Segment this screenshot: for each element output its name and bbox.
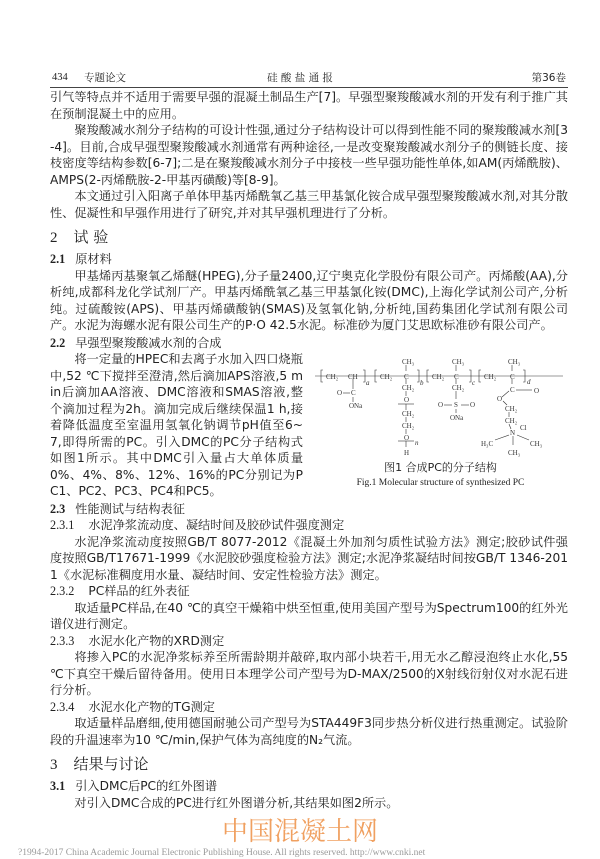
subsection-number: 2.3.3 (50, 633, 75, 648)
atom-label: CH₂ (402, 410, 415, 418)
text-line: 混凝土中的应用。 (86, 106, 185, 121)
atom-label: C (351, 389, 356, 397)
text-line: 取适量PC样品,在40 ℃的真空干燥箱中烘至恒重,使用美国产型号为Spectrum100的红外光谱仪进行 (50, 600, 568, 631)
text-line: 水泥净浆流动度按照GB/T 8077-2012《混凝土外加剂匀质性试验方法》测定;胶砂试件强度按照GB/T (50, 534, 568, 565)
text-line: 甲基烯丙基聚氧乙烯醚(HPEG),分子量2400,辽宁奥克化学股份有限公司产。丙烯酸(AA),分析纯, (50, 268, 568, 299)
atom-label: CH₂ (505, 417, 518, 425)
repeat-index-n: n (415, 439, 419, 447)
subsection-title: 引入DMC后PC的红外图谱 (75, 779, 218, 793)
text-line: 17671-1999《水泥胶砂强度检验方法》测定;水泥净浆凝结时间按GB/T 1346-2011《水泥标准稠度用水量、凝 (50, 551, 569, 582)
section-heading-3 (50, 754, 568, 775)
watermark-logo: 中国混凝土网 (221, 817, 378, 847)
atom-label: O (470, 401, 476, 409)
figure-caption-en: Fig.1 Molecular structure of synthesized PC (356, 478, 525, 488)
subsection-number: 2.1 (50, 252, 66, 266)
column-label: 专题论文 (84, 72, 126, 84)
subsection-heading-2-3-4 (50, 699, 568, 716)
atom-label: ONa (349, 402, 363, 410)
article-body (50, 89, 568, 811)
paragraph (50, 268, 568, 334)
text-line: 取适量样品磨细,使用德国耐驰公司产型号为STA449F3同步热分析仪进行热重测定。试验阶段的升 (50, 716, 568, 747)
text-line: DMC的PC分子结构式如图1所示。其中DMC引入 (50, 434, 303, 465)
figure-caption-cn: 图1 合成PC的分子结构 (384, 461, 497, 474)
atom-label: CH₂ (402, 422, 415, 430)
repeat-index-c: c (472, 379, 476, 387)
atom-label: CH₂ (505, 405, 518, 413)
figure-1-structure (313, 355, 568, 460)
text-line: 限公司生产的P·O 42.5水泥。标准砂为厦门艾思欧标准砂有限公司产。 (171, 318, 553, 332)
subsection-title: 早强型聚羧酸减水剂的合成 (75, 335, 222, 350)
text-line: 将一定量的HPEC和去离子水加入四口烧瓶中, (50, 352, 303, 383)
atom-label: CH₂ (452, 384, 465, 392)
atom-label: CH₂ (326, 373, 339, 381)
figure-1 (313, 355, 568, 490)
page-footer (0, 817, 600, 859)
atom-label: H (404, 449, 410, 457)
atom-label: CH₂ (484, 373, 497, 381)
subsection-number: 2.3.2 (50, 584, 75, 598)
text-line: 成都科龙化学试剂厂产。甲基丙烯酰氧乙基三甲基氯化铵(DMC),上海化学试剂公司产,分析纯。过硫酸 (50, 285, 568, 316)
text-line: AA溶液、DMC溶液和SMAS溶液,整个滴加过程为2 (50, 385, 303, 416)
text-line: h。滴加完成后继续保温1 h,接着降低温度至室温用 (50, 401, 303, 432)
subsection-title: 水泥水化产物的TG测定 (88, 699, 215, 714)
atom-label: CH₃ (402, 358, 415, 366)
text-line: 丙磺酸)等[8-9]。 (190, 172, 286, 187)
copyright-notice: ?1994-2017 China Academic Journal Electronic Publishing House. All rights reserved. http://www.cnki.net (18, 848, 426, 858)
text-line: 对引入DMC合成的PC进行红外图谱分析,其结果如图2所示。 (74, 795, 399, 810)
atom-label: C (404, 373, 409, 381)
text-line: 数[6-7];二是在聚羧酸减水剂分子中接枝一些早强功能性单体,如AM(丙烯酰胺)、AMPS(2-丙烯酰胺-2-甲基 (50, 156, 568, 187)
section-title: 结果与讨论 (73, 755, 149, 773)
subsection-number: 2.3.4 (50, 699, 75, 714)
text-line: 量占大单体质量0%、4%、8%、12%、16%的PC分别 (50, 451, 304, 482)
subsection-number: 2.3.1 (50, 518, 75, 532)
page-number: 434 (52, 72, 68, 83)
paragraph (50, 188, 568, 221)
paragraph (50, 600, 568, 633)
subsection-heading-3-1 (50, 778, 568, 795)
text-line: 铵(APS)、甲基丙烯磺酸钠(SMAS)及氢氧化钠,分析纯,国药集团化学试剂有限公司产。水泥为海螺水泥有 (50, 301, 569, 332)
subsection-number: 2.2 (50, 335, 66, 350)
text-line: 测定。 (98, 617, 136, 631)
subsection-number: 2.3 (50, 501, 66, 516)
text-line: 温速率为10 ℃/min,保护气体为高纯度的N₂气流。 (86, 732, 360, 747)
atom-label: O (404, 434, 410, 442)
atom-label: CH₃ (508, 449, 521, 457)
section-number: 2 (50, 230, 58, 246)
subsection-title: 原材料 (75, 252, 112, 266)
repeat-index-a: a (366, 379, 370, 387)
subsection-heading-2-3-1 (50, 517, 568, 534)
text-line: 聚羧酸减水剂分子结构的可设计性强,通过分子结构设计可以得到性能不同的聚羧酸减水剂[3-4]。目 (50, 123, 568, 154)
text-line: 记为PC1、PC2、PC3、PC4和PC5。 (50, 467, 303, 498)
journal-title: 硅 酸 盐 通 报 (267, 72, 333, 84)
text-line: 将掺入PC的水泥净浆标养至所需龄期并敲碎,取内部小块若干,用无水乙醇浸泡终止水化,55 ℃下真 (50, 650, 568, 681)
paragraph (50, 122, 568, 188)
atom-label: CH (348, 373, 358, 381)
text-line: 空干燥后留待备用。使用日本理学公司产型号为D-MAX/2500的X射线衍射仪对水泥石进行分析。 (50, 666, 568, 697)
text-line: 引气等特点并不适用于需要早强的混凝土制品生产[7]。早强型聚羧酸减水剂的开发有利于推广其在预制 (50, 90, 568, 121)
atom-label: O (337, 389, 343, 397)
text-line: 结时间、安定性检验方法》测定。 (204, 567, 387, 582)
section-title: 试 验 (73, 228, 109, 246)
text-line: 性和早强作用进行了研究,并对其早强机理进行了分析。 (98, 205, 396, 220)
subsection-title: PC样品的红外表征 (88, 584, 190, 598)
atom-label: O (497, 395, 503, 403)
text-line: 本文通过引入阳离子单体甲基丙烯酰氧乙基三甲基氯化铵合成早强型聚羧酸减水剂,对其分散性、促凝 (50, 189, 568, 220)
atom-label: CH₂ (432, 373, 445, 381)
paragraph (50, 534, 568, 584)
atom-label: C (510, 386, 515, 394)
text-line: 前,合成早强型聚羧酸减水剂通常有两种途径,一是改变聚羧酸减水剂分子的侧链长度、接枝密度等结构参 (50, 139, 568, 170)
paragraph (50, 649, 568, 699)
atom-label: O (534, 387, 540, 395)
text-line: 52 ℃下搅拌至澄清,然后滴加APS溶液,5 min后滴加 (50, 368, 303, 399)
atom-label: CH₃ (452, 358, 465, 366)
atom-label: CH₂ (402, 384, 415, 392)
repeat-index-d: d (527, 378, 531, 386)
atom-label: O (404, 396, 410, 404)
paragraph (50, 795, 568, 812)
section-number: 3 (50, 757, 58, 773)
subsection-heading-2-3 (50, 501, 568, 518)
atom-label: O (438, 401, 444, 409)
subsection-heading-2-3-3 (50, 633, 568, 650)
subsection-number: 3.1 (50, 779, 66, 793)
atom-label: N (510, 429, 516, 437)
paragraph (50, 89, 568, 122)
subsection-heading-2-1 (50, 251, 568, 268)
subsection-title: 水泥水化产物的XRD测定 (88, 633, 225, 648)
volume-label: 第36卷 (531, 72, 566, 84)
repeat-index-b: b (420, 379, 424, 387)
atom-label: CH₂ (380, 373, 393, 381)
atom-label: S (454, 401, 458, 409)
text-line: 氢氧化钠调节pH值至6~7,即得所需的PC。引入 (50, 418, 303, 449)
atom-label: Cl (520, 424, 527, 432)
structure-labels (326, 358, 543, 457)
atom-label: ONa (450, 414, 464, 422)
atom-label: C (510, 373, 515, 381)
atom-label: CH₃ (508, 358, 521, 366)
subsection-title: 性能测试与结构表征 (75, 501, 185, 516)
subsection-heading-2-3-2 (50, 583, 568, 600)
subsection-title: 水泥净浆流动度、凝结时间及胶砂试件强度测定 (88, 518, 345, 532)
atom-label: CH₃ (530, 440, 543, 448)
atom-label: H₃C (481, 440, 494, 448)
header-rule (50, 87, 568, 88)
paragraph (50, 715, 568, 748)
atom-label: C (454, 373, 459, 381)
subsection-heading-2-2 (50, 335, 568, 352)
section-heading-2 (50, 227, 568, 248)
